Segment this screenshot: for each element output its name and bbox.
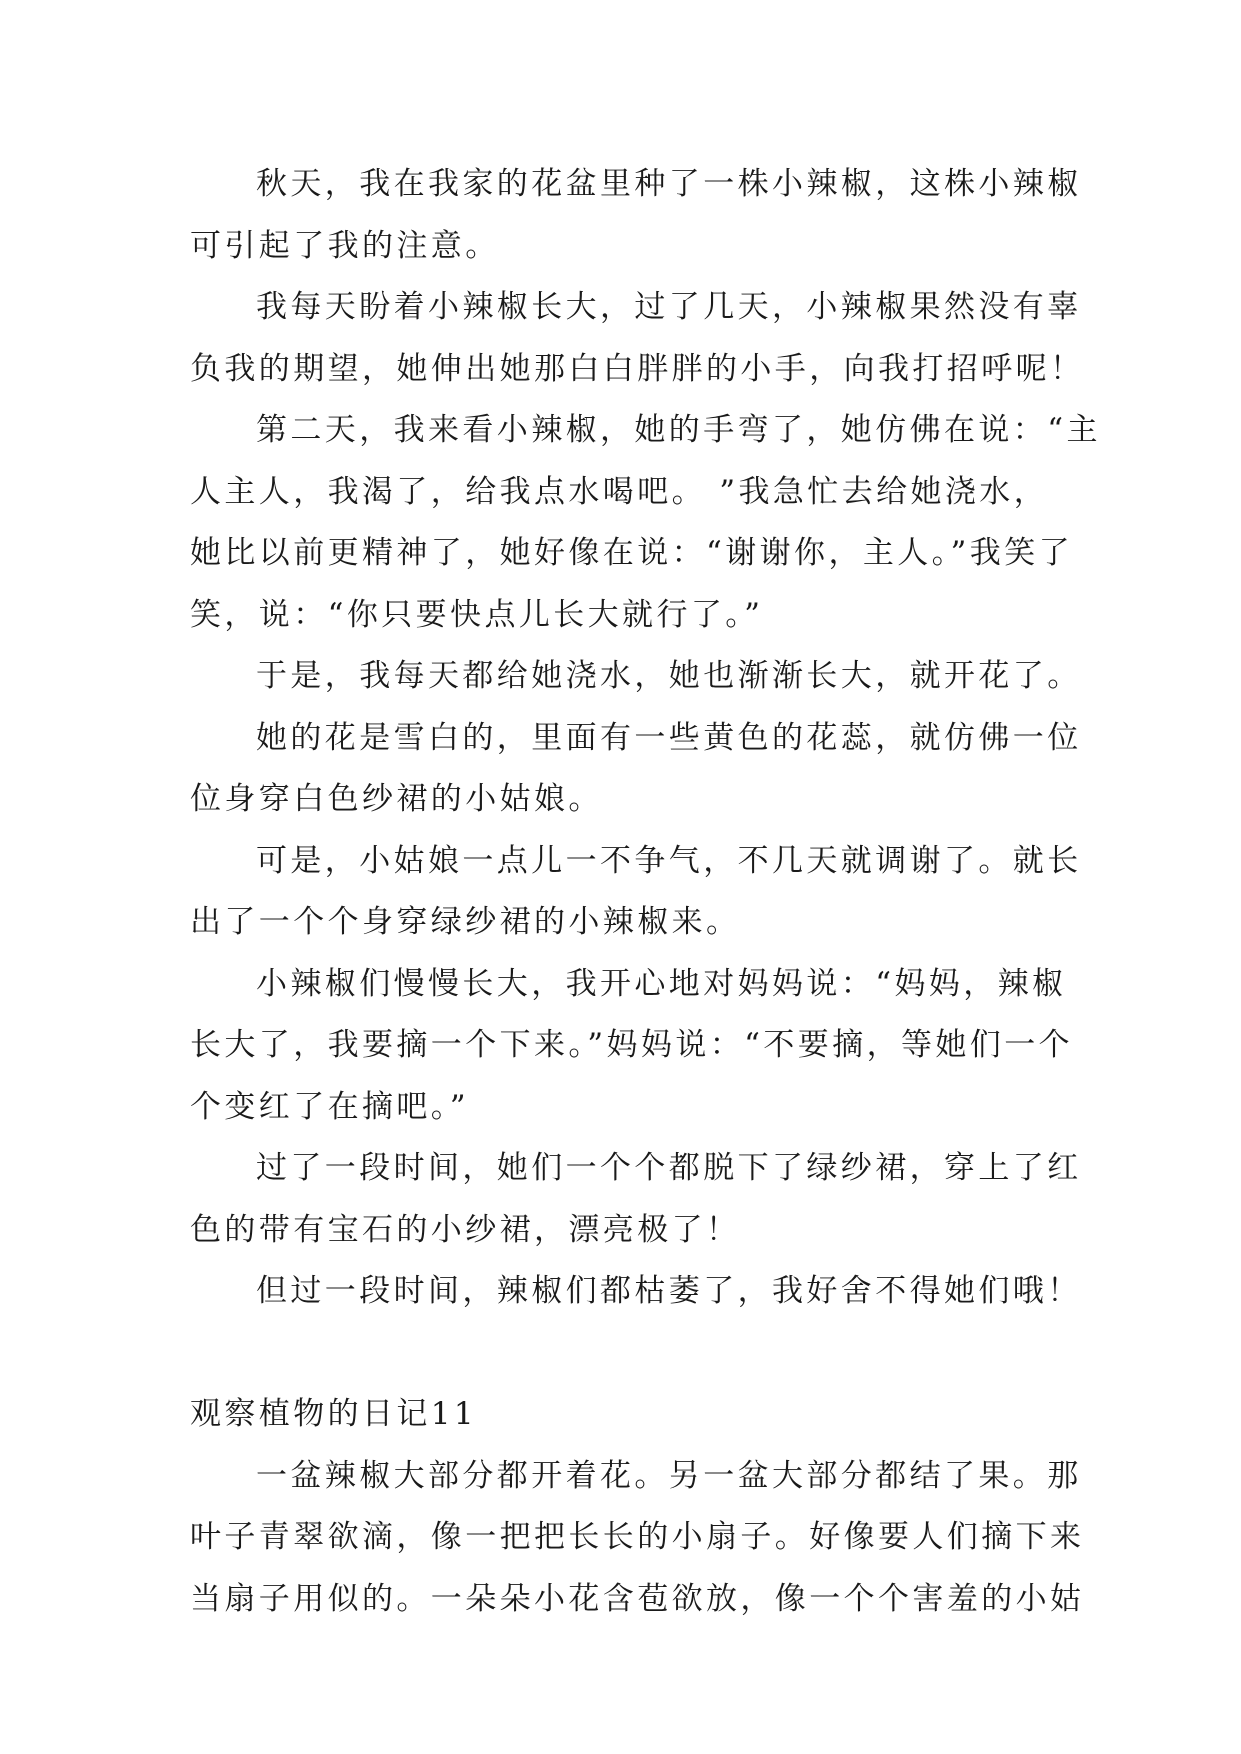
- paragraph-line: 第二天，我来看小辣椒，她的手弯了，她仿佛在说：“主: [256, 412, 1101, 448]
- paragraph-line: 秋天，我在我家的花盆里种了一株小辣椒，这株小辣椒: [256, 166, 1082, 202]
- section-gap: [190, 1331, 1060, 1393]
- paragraph-line: 位身穿白色纱裙的小姑娘。: [190, 781, 603, 817]
- paragraph-line: 过了一段时间，她们一个个都脱下了绿纱裙，穿上了红: [256, 1150, 1082, 1186]
- paragraph-line: 出了一个个身穿绿纱裙的小辣椒来。: [190, 904, 741, 940]
- paragraph-line: 她的花是雪白的，里面有一些黄色的花蕊，就仿佛一位: [256, 719, 1082, 756]
- paragraph-line: 她比以前更精神了，她好像在说：“谢谢你，主人。”我笑了: [190, 535, 1073, 571]
- paragraph-line: 笑，说：“你只要快点儿长大就行了。”: [190, 596, 764, 633]
- paragraph-line: 小辣椒们慢慢长大，我开心地对妈妈说：“妈妈，辣椒: [256, 965, 1067, 1002]
- paragraph-line: 负我的期望，她伸出她那白白胖胖的小手，向我打招呼呢！: [190, 350, 1085, 387]
- section-title: 观察植物的日记11: [190, 1396, 478, 1432]
- paragraph-line: 我每天盼着小辣椒长大，过了几天，小辣椒果然没有辜: [256, 289, 1082, 325]
- paragraph-line: 色的带有宝石的小纱裙，漂亮极了！: [190, 1211, 741, 1248]
- paragraph-line: 当扇子用似的。一朵朵小花含苞欲放，像一个个害羞的小姑: [190, 1580, 1085, 1617]
- paragraph-line: 一盆辣椒大部分都开着花。另一盆大部分都结了果。那: [256, 1457, 1082, 1494]
- paragraph-line: 人主人，我渴了，给我点水喝吧。 ”我急忙去给她浇水，: [190, 473, 1049, 510]
- paragraph-line: 个变红了在摘吧。”: [190, 1088, 469, 1125]
- paragraph-line: 长大了，我要摘一个下来。”妈妈说：“不要摘，等她们一个: [190, 1027, 1073, 1063]
- paragraph-line: 于是，我每天都给她浇水，她也渐渐长大，就开花了。: [256, 658, 1082, 694]
- paragraph-line: 可引起了我的注意。: [190, 227, 500, 264]
- document-body: [190, 162, 1101, 1638]
- paragraph-line: 叶子青翠欲滴，像一把把长长的小扇子。好像要人们摘下来: [190, 1519, 1085, 1555]
- paragraph-line: 可是，小姑娘一点儿一不争气，不几天就调谢了。就长: [256, 842, 1082, 879]
- paragraph-line: 但过一段时间，辣椒们都枯萎了，我好舍不得她们哦！: [256, 1273, 1082, 1309]
